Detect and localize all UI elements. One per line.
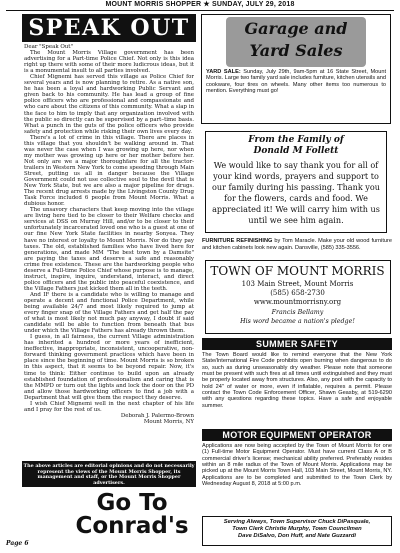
summer-safety-text: The Town Board would like to remind everyone that the New York State/International Fire Code prohibits open burning when dangerous to do so, such as during unseasonably dry weather. Please note that someone must be present with such fires at all times until extinguished and they must be properly located away from structures. Also, any pool with the capacity to hold 24" of water or more, even if inflatable, requires a permit. Please contact the Town Code Enforcement Officer, Shawn Geasby, at 519-6290 with any questions regarding these topics. Have a safe and enjoyable summer. — [202, 352, 392, 409]
letter-paragraph: There's a lot of crime in this village. There are places in this village that you shouldn't be walking around in. That was never the case when I was growing up here, nor when my mother was growing up here or her mother before her. Not only are we a major thoroughfare for all the tractor-trailers in Western New York to come speeding through Main Street, putting us all in danger because the Village Government could not use collective soul to the devil that is New York State, but we are also a major pipeline for drugs. The recent drug arrests made by the Livingston County Drug Task Force included 6 people from Mount Morris. What a dubious honor. — [24, 134, 194, 208]
editorial-disclaimer: The above articles are editorial opinions and do not necessarily represent the views of the Mount Morris Shopper, its management and staff, or the Mount Morris Shopper advertisers. — [23, 463, 195, 486]
motor-operator-title: MOTOR EQUIPMENT OPERATOR — [202, 429, 392, 441]
go-to-conrads-ad — [62, 492, 202, 538]
header-rule — [6, 10, 394, 11]
letter-greeting: Dear "Speak Out" — [24, 44, 73, 50]
credits-line1: Serving Always, Town Supervisor Chuck DiPasquale, — [223, 519, 371, 525]
letter-paragraph: I wish Chief Mignemi well in the next chapter of his life and I pray for the rest of us. — [24, 400, 194, 413]
credits-line2: Town Clerk Christie Murphy, Town Councilmen — [232, 526, 362, 532]
letter-paragraph: The Mount Morris Village government has been advertising for a Part-time Police Chief. Not only is this idea right up there with some of their more ludicrous ideas, but it is a monumental insult to all parties involved. — [24, 50, 194, 75]
speak-out-title: SPEAK OUT — [22, 14, 196, 42]
motor-operator-text: Applications are now being accepted by the Town of Mount Morris for one (1) Full-time Motor Equipment Operator. Must have current Class A or B commercial driver's license; mechanical ability preferred. Preferably resides within an 8 mile radius of the Town of Mount Morris. Applications may be picked up at the Mount Morris Town Hall, 103 Main Street, Mount Morris, NY. Applications are to be completed and submitted to the Town Clerk by Wednesday August 8, 2018 at 5:00 p.m. — [202, 443, 392, 488]
furniture-text: by Tom Maracle. Make your old wood furniture and kitchen cabinets look new again. Dansville, (585) 335-3556. — [202, 238, 393, 251]
speak-out-letter — [24, 44, 194, 460]
page-header: MOUNT MORRIS SHOPPER ★ SUNDAY, JULY 29, 2018 — [105, 1, 295, 8]
credits-line3: Dave DiSalvo, Don Huff, and Nate Guzzardi — [237, 533, 357, 539]
family-notice-body: We would like to say thank you for all of your kind words, prayers and support to our family during his passing. Thank you for the flowers, cards and food. We appreciated it! We will carry him with us until we see him again. — [212, 160, 380, 225]
yard-sale-box — [201, 14, 391, 124]
town-tagline: His word became a nation's pledge! — [240, 318, 355, 325]
town-address: 103 Main Street, Mount Morris — [241, 280, 354, 288]
family-head-line2: Donald M Follett — [253, 146, 339, 156]
page-number: Page 6 — [6, 540, 29, 547]
family-notice-heading — [212, 135, 380, 157]
town-phone: (585) 658-2730 — [270, 289, 325, 297]
letter-signature-place: Mount Morris, NY — [143, 418, 194, 425]
town-officials-credits — [202, 516, 392, 546]
letter-paragraph: And IF there is a candidate who is willing to manage and operate a decent and functional Police Department, while being available 24/7 and most likely required to jump at every finger snap of the Village Fathers and get half the pay of what is most likely not much pay anyway, I doubt if said candidate will be able to function from beneath that bus under which the Village Fathers has already thrown them. — [24, 291, 194, 335]
furniture-refinishing-ad — [202, 238, 392, 251]
family-thank-you-notice — [205, 131, 387, 233]
letter-signature-name: Deborah J. Palermo-Brown — [120, 412, 194, 419]
go-to-line: Go To — [96, 490, 168, 516]
letter-paragraph: The unsavory characters that keep moving into the village are living here tied to be closer to their Welfare checks and services at DSS on Murray Hill, and/or to be closer to their unfortunately incarcerated loved one who is a guest at one of our fine New York State facilities in nearby Sonyea. They have no interest or loyalty to Mount Morris. Nor do they pay taxes. The old, established families who have lived here for generations, and made MM "The best town by a Damsite" are paying the taxes and deserve a safe and reasonably crime free existence. These are the hardworking people who deserve a Full-time Police Chief whose purpose is to manage, instruct, inspire, inquire, understand, interact, and direct police officers and the public into peaceful coexistence, and the Village Fathers just kicked them all in the teeth. — [24, 207, 194, 292]
conrads-line: Conrad's — [75, 513, 189, 539]
town-website[interactable]: www.mountmorrisny.org — [253, 298, 342, 306]
yard-title-line2: Yard Sales — [249, 41, 343, 60]
yard-sale-listing — [206, 69, 386, 94]
letter-paragraph: I guess, in all fairness, the current Village administration has inherited a hundred or more years of inefficient, ineffective, inappropriate, inconsistent, uncooperative, non-forward thinking government practices which have been in place since the beginning of time. Mount Morris is so broken in this aspect, that it seems to be beyond repair. Now, it's time to think: Either continue to build upon an already established foundation of professionalism and caring that is the MMPD or turn out the lights and lock the door on the PD and allow those hardworking officers to find a job with a Department that will give them the respect they deserve. — [24, 334, 194, 401]
yard-sale-text: Sunday, July 29th, 9am-5pm at 16 State Street, Mount Morris. Large two family yard sale includes furniture, kitchen utensils and cookware, four tires on wheels. Many other items too numerous to mention. Everything must go! — [206, 69, 387, 94]
furniture-label: FURNITURE REFINISHING — [202, 238, 273, 244]
yard-sale-label: YARD SALE: — [206, 69, 241, 75]
family-head-line1: From the Family of — [248, 135, 344, 145]
town-title: TOWN OF MOUNT MORRIS — [210, 264, 385, 278]
yard-title-line1: Garage and — [244, 19, 348, 38]
town-signature: Francis Bellamy — [271, 309, 324, 316]
summer-safety-title: SUMMER SAFETY — [202, 338, 392, 350]
letter-paragraph: Chief Mignemi has served this village as Police Chief for several years and is now planning to retire. As a native son, he has been a loyal and hardworking Public Servant and given back to his community. He has lead a group of fine police officers who are professional and compassionate and who care about the citizens of this community. What a slap in the face to him to imply that any organization involved with the public so directly can be supervised by a part–time basis. What a punch in the guts of the police officers who provide safety and protection while risking their own lives every day. — [24, 74, 194, 135]
yard-sale-title — [226, 18, 366, 62]
town-of-mount-morris-box — [205, 260, 391, 334]
